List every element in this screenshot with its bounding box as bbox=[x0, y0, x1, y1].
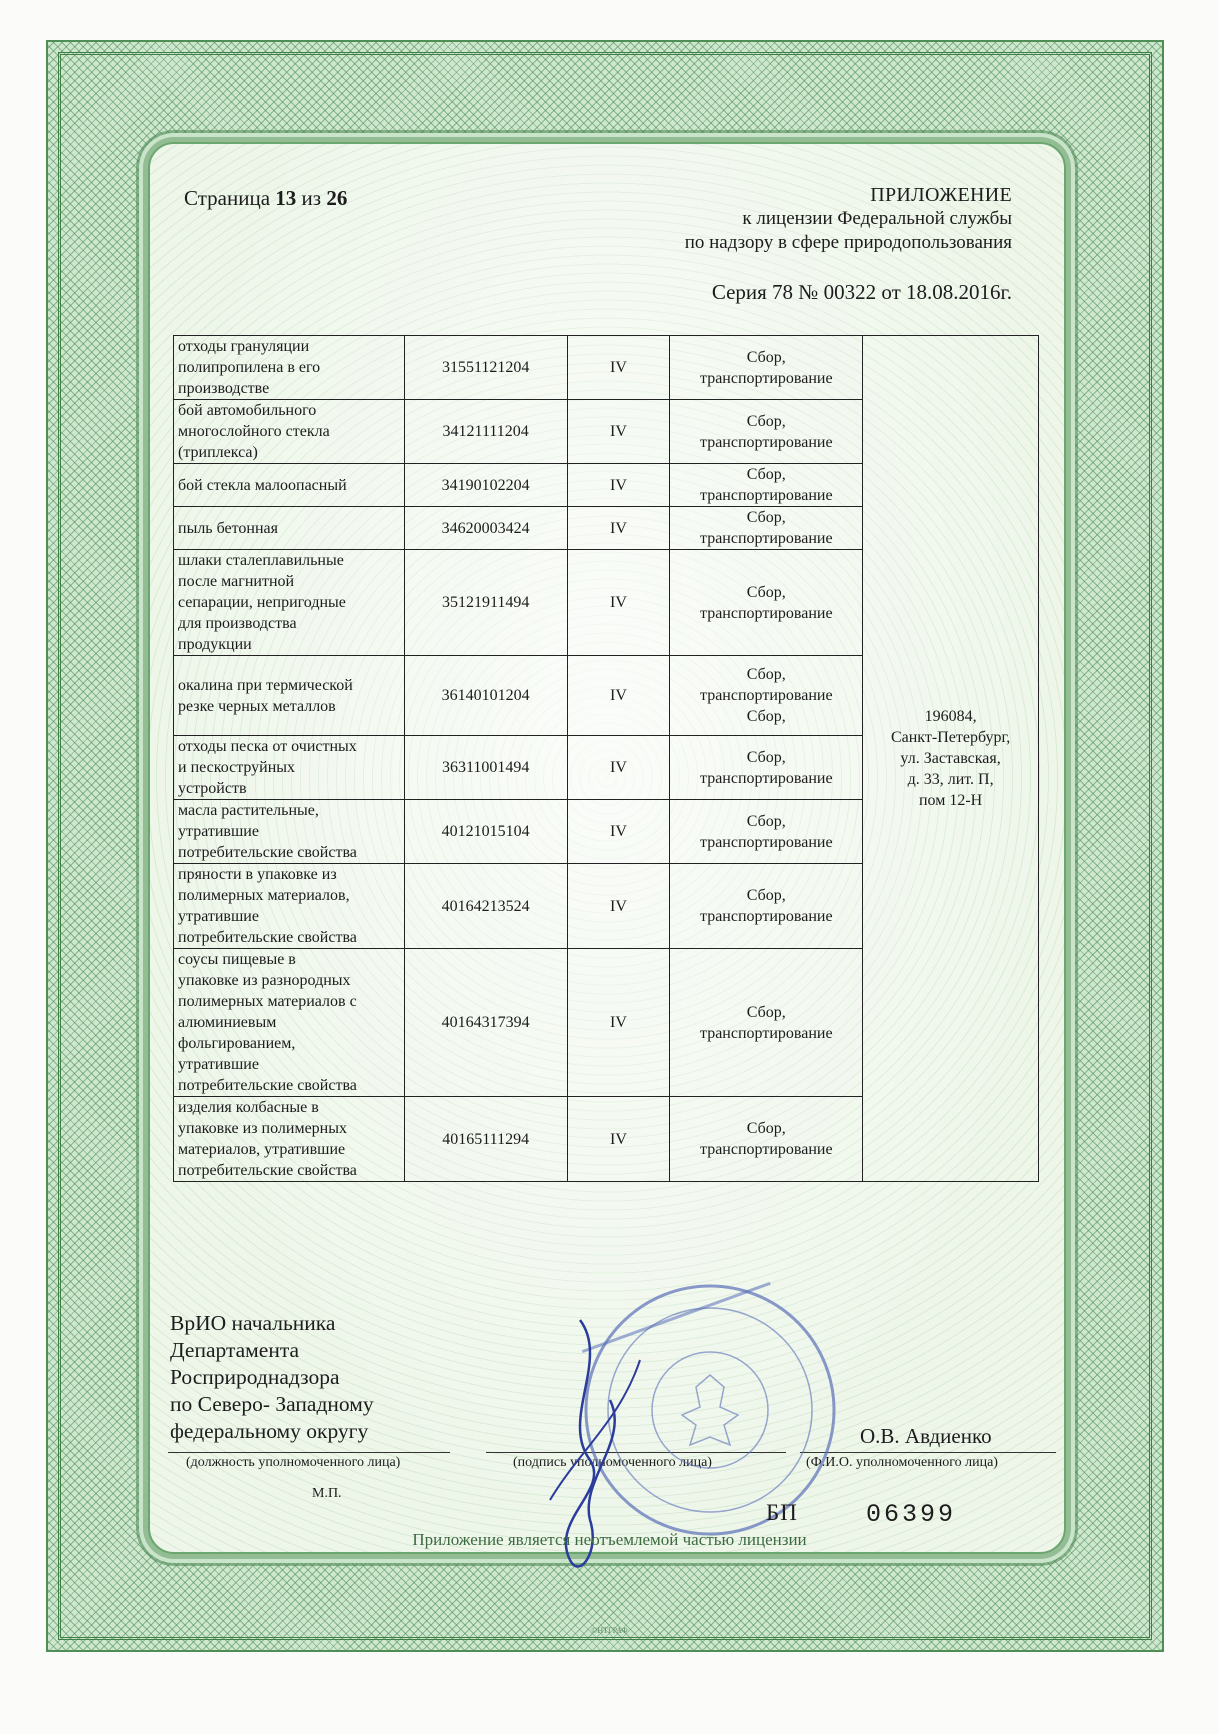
waste-code-cell: 34121111204 bbox=[404, 400, 567, 464]
activity-line: Сбор, bbox=[746, 466, 786, 483]
activity-cell bbox=[670, 800, 863, 864]
activity-cell bbox=[670, 949, 863, 1097]
activity-line: транспортирование bbox=[700, 433, 833, 451]
position-line: ВрИО начальника bbox=[170, 1311, 336, 1335]
activity-cell bbox=[670, 736, 863, 800]
activity-line: Сбор, bbox=[746, 708, 786, 725]
activity-line: транспортирование bbox=[700, 369, 833, 387]
activity-cell bbox=[670, 336, 863, 400]
waste-code-cell: 40164213524 bbox=[404, 864, 567, 949]
activity-line: транспортирование bbox=[700, 604, 833, 622]
appendix-line-2: к лицензии Федеральной службы bbox=[742, 208, 1012, 229]
activity-line: Сбор, bbox=[746, 887, 786, 904]
appendix-header bbox=[685, 183, 1012, 255]
address-line: Санкт-Петербург, bbox=[890, 729, 1011, 746]
waste-name-cell bbox=[174, 656, 405, 736]
waste-name-line: масла растительные, bbox=[178, 802, 319, 819]
hazard-class-cell: IV bbox=[567, 400, 670, 464]
waste-name-cell bbox=[174, 864, 405, 949]
waste-name-line: резке черных металлов bbox=[178, 697, 336, 715]
waste-code-cell: 40164317394 bbox=[404, 949, 567, 1097]
waste-name-line: бой стекла малоопасный bbox=[178, 476, 347, 494]
waste-name-line: утратившие bbox=[178, 823, 259, 840]
activity-cell bbox=[670, 507, 863, 550]
waste-name-line: устройств bbox=[178, 780, 247, 797]
hazard-class-cell: IV bbox=[567, 800, 670, 864]
table-row bbox=[174, 336, 1039, 400]
appendix-title: ПРИЛОЖЕНИЕ bbox=[870, 184, 1012, 206]
hazard-class-cell: IV bbox=[567, 336, 670, 400]
activity-line: транспортирование bbox=[700, 769, 833, 787]
waste-name-line: потребительские свойства bbox=[178, 1162, 357, 1179]
waste-name-line: изделия колбасные в bbox=[178, 1099, 319, 1116]
address-line: 196084, bbox=[924, 708, 977, 725]
license-series: Серия 78 № 00322 от 18.08.2016г. bbox=[711, 280, 1012, 304]
waste-name-line: пряности в упаковке из bbox=[178, 866, 337, 883]
activity-line: Сбор, bbox=[746, 509, 786, 526]
footer-note: Приложение является неотъемлемой частью лицензии bbox=[412, 1530, 807, 1549]
form-series: БП bbox=[766, 1500, 798, 1525]
waste-code-cell: 34190102204 bbox=[404, 464, 567, 507]
address-line: ул. Заставская, bbox=[900, 750, 1001, 767]
waste-name-line: потребительские свойства bbox=[178, 1077, 357, 1094]
address-line: пом 12-Н bbox=[918, 792, 983, 809]
activity-line: транспортирование bbox=[700, 1141, 833, 1158]
activity-line: Сбор, bbox=[746, 666, 786, 683]
activity-line: транспортирование bbox=[700, 687, 833, 704]
signature-caption: (подпись уполномоченного лица) bbox=[513, 1455, 712, 1470]
waste-name-cell bbox=[174, 736, 405, 800]
waste-name-line: для производства bbox=[178, 615, 297, 632]
position-caption: (должность уполномоченного лица) bbox=[186, 1455, 401, 1470]
waste-name-line: и пескоструйных bbox=[178, 759, 296, 776]
waste-code-cell: 36140101204 bbox=[404, 656, 567, 736]
activity-cell bbox=[670, 464, 863, 507]
waste-name-line: потребительские свойства bbox=[178, 929, 357, 946]
activity-line: Сбор, bbox=[746, 812, 786, 830]
hazard-class-cell: IV bbox=[567, 550, 670, 656]
address-cell bbox=[863, 336, 1039, 1182]
signer-name: О.В. Авдиенко bbox=[860, 1424, 992, 1448]
form-number: 06399 bbox=[866, 1500, 957, 1529]
activity-line: Сбор, bbox=[746, 348, 786, 366]
waste-name-cell bbox=[174, 550, 405, 656]
signer-position bbox=[170, 1310, 374, 1445]
waste-code-cell: 35121911494 bbox=[404, 550, 567, 656]
appendix-line-3: по надзору в сфере природопользования bbox=[684, 232, 1012, 253]
activity-line: Сбор, bbox=[746, 1003, 786, 1021]
waste-name-cell bbox=[174, 336, 405, 400]
activity-cell bbox=[670, 656, 863, 736]
activity-line: транспортирование bbox=[700, 1024, 833, 1042]
hazard-class-cell: IV bbox=[567, 1097, 670, 1182]
address-line: д. 33, лит. П, bbox=[907, 771, 994, 788]
waste-name-cell bbox=[174, 400, 405, 464]
printer-mark: ©НТГРАФ bbox=[591, 1626, 628, 1635]
waste-name-line: шлаки сталеплавильные bbox=[178, 552, 344, 569]
waste-name-line: пыль бетонная bbox=[178, 519, 278, 537]
waste-name-line: алюминиевым bbox=[178, 1014, 277, 1031]
waste-name-line: утратившие bbox=[178, 908, 259, 925]
waste-name-line: многослойного стекла bbox=[178, 423, 330, 440]
waste-name-line: соусы пищевые в bbox=[178, 951, 296, 968]
position-underline bbox=[168, 1452, 450, 1453]
hazard-class-cell: IV bbox=[567, 736, 670, 800]
activity-line: Сбор, bbox=[746, 748, 786, 766]
activity-line: Сбор, bbox=[746, 1120, 786, 1137]
waste-name-line: отходы грануляции bbox=[178, 338, 310, 355]
waste-name-line: полимерных материалов с bbox=[178, 993, 357, 1010]
waste-name-line: потребительские свойства bbox=[178, 844, 357, 861]
activity-line: Сбор, bbox=[746, 412, 786, 430]
activity-cell bbox=[670, 864, 863, 949]
position-line: Росприроднадзора bbox=[170, 1365, 340, 1389]
hazard-class-cell: IV bbox=[567, 464, 670, 507]
position-line: по Северо- Западному bbox=[170, 1392, 374, 1416]
waste-name-line: упаковке из разнородных bbox=[178, 972, 351, 989]
activity-cell bbox=[670, 1097, 863, 1182]
waste-name-line: бой автомобильного bbox=[178, 402, 317, 419]
waste-name-line: утратившие bbox=[178, 1056, 259, 1073]
waste-name-line: продукции bbox=[178, 636, 252, 653]
activity-line: Сбор, bbox=[746, 583, 786, 601]
waste-name-line: материалов, утратившие bbox=[178, 1141, 346, 1158]
waste-name-line: окалина при термической bbox=[178, 676, 353, 694]
waste-name-line: полипропилена в его bbox=[178, 359, 321, 376]
position-line: Департамента bbox=[170, 1338, 300, 1362]
activity-line: транспортирование bbox=[700, 487, 833, 504]
activity-line: транспортирование bbox=[700, 908, 833, 925]
waste-name-line: (триплекса) bbox=[178, 444, 258, 461]
activity-line: транспортирование bbox=[700, 833, 833, 851]
name-caption: (Ф.И.О. уполномоченного лица) bbox=[806, 1455, 998, 1470]
hazard-class-cell: IV bbox=[567, 949, 670, 1097]
waste-name-cell bbox=[174, 464, 405, 507]
waste-table bbox=[173, 335, 1039, 1182]
waste-name-cell bbox=[174, 1097, 405, 1182]
waste-name-line: упаковке из полимерных bbox=[178, 1120, 347, 1137]
waste-name-line: фольгированием, bbox=[178, 1035, 296, 1052]
waste-code-cell: 40121015104 bbox=[404, 800, 567, 864]
seal-place-label: М.П. bbox=[312, 1486, 342, 1501]
waste-name-line: сепарации, непригодные bbox=[178, 594, 346, 611]
activity-cell bbox=[670, 550, 863, 656]
waste-code-cell: 31551121204 bbox=[404, 336, 567, 400]
hazard-class-cell: IV bbox=[567, 507, 670, 550]
waste-name-cell bbox=[174, 507, 405, 550]
hazard-class-cell: IV bbox=[567, 656, 670, 736]
waste-name-line: после магнитной bbox=[178, 573, 295, 590]
waste-name-line: полимерных материалов, bbox=[178, 887, 350, 904]
waste-name-line: отходы песка от очистных bbox=[178, 738, 357, 755]
hazard-class-cell: IV bbox=[567, 864, 670, 949]
activity-line: транспортирование bbox=[700, 530, 833, 547]
waste-name-cell bbox=[174, 800, 405, 864]
waste-name-line: производстве bbox=[178, 380, 270, 397]
waste-name-cell bbox=[174, 949, 405, 1097]
page-indicator: Страница 13 из 26 bbox=[184, 186, 348, 210]
activity-cell bbox=[670, 400, 863, 464]
waste-code-cell: 36311001494 bbox=[404, 736, 567, 800]
waste-code-cell: 40165111294 bbox=[404, 1097, 567, 1182]
position-line: федеральному округу bbox=[170, 1419, 369, 1443]
waste-code-cell: 34620003424 bbox=[404, 507, 567, 550]
